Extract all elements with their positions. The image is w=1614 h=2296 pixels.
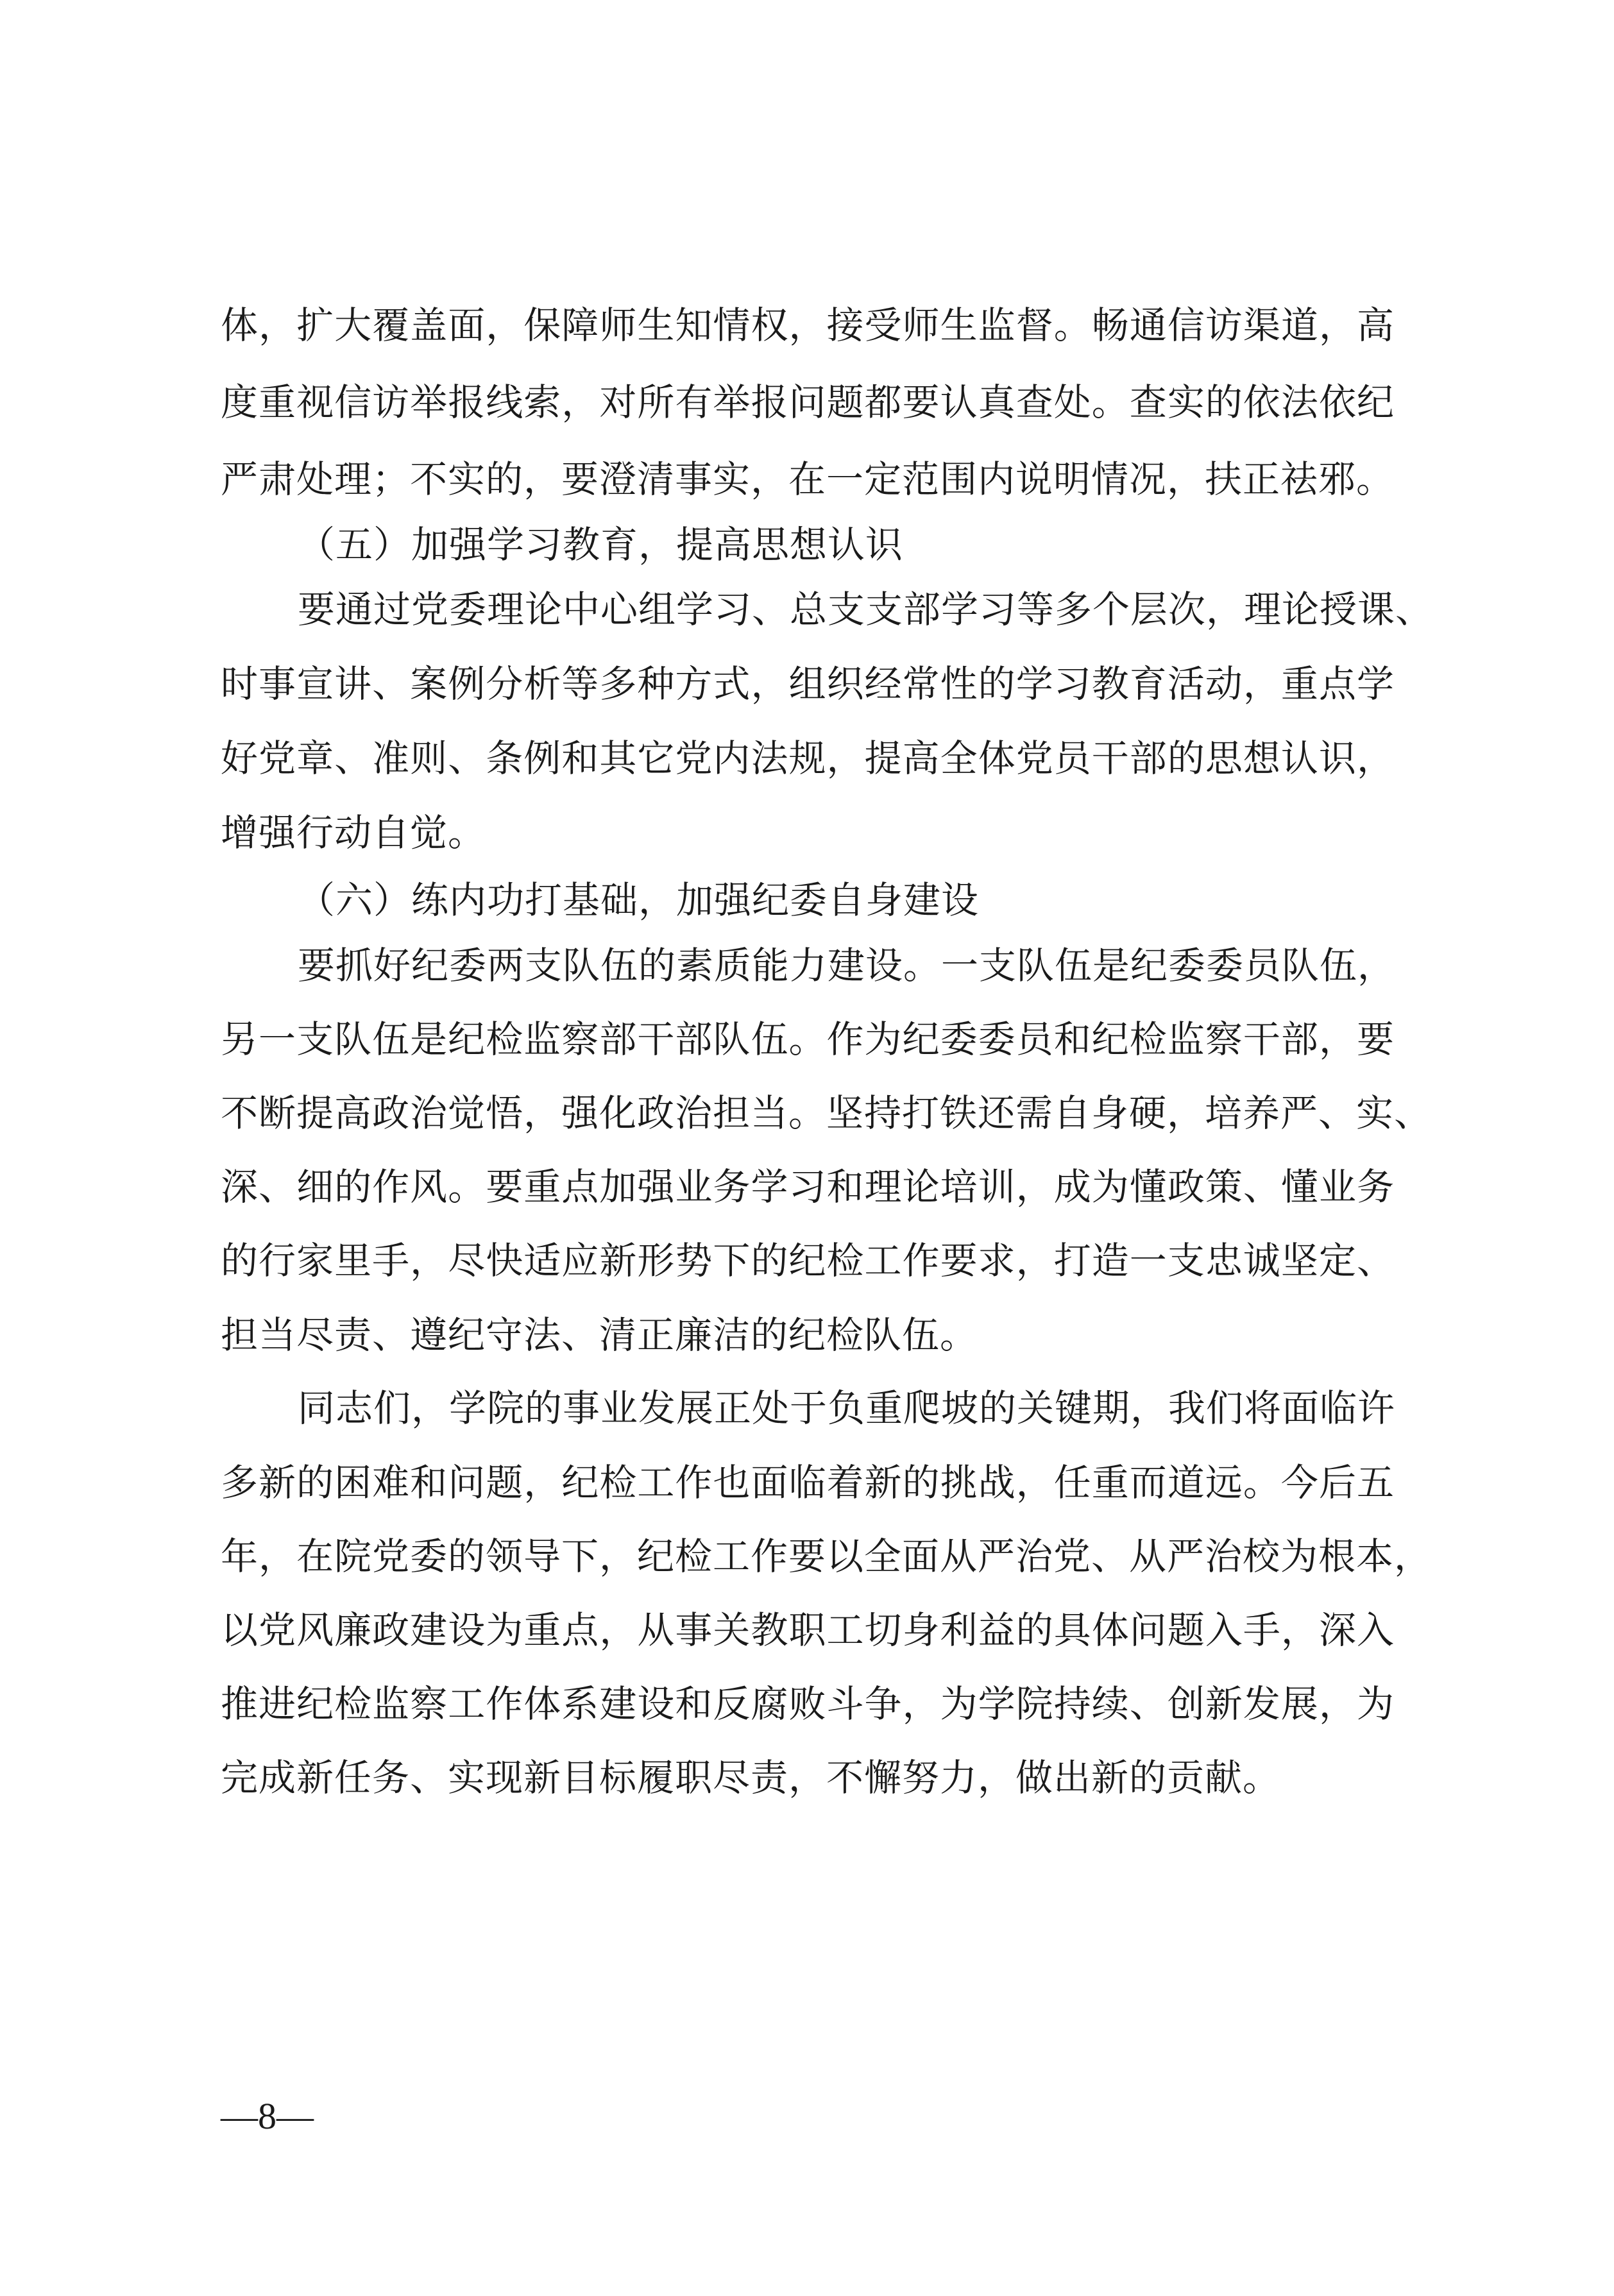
paragraph-line: 深、细的作风。要重点加强业务学习和理论培训，成为懂政策、懂业务 bbox=[221, 1165, 1395, 1209]
paragraph-line: 担当尽责、遵纪守法、清正廉洁的纪检队伍。 bbox=[221, 1313, 978, 1357]
paragraph-line: 度重视信访举报线索，对所有举报问题都要认真查处。查实的依法依纪 bbox=[221, 380, 1395, 424]
paragraph-line: 增强行动自觉。 bbox=[221, 811, 486, 855]
paragraph-line: 以党风廉政建设为重点，从事关教职工切身利益的具体问题入手，深入 bbox=[221, 1608, 1395, 1652]
paragraph-line: 好党章、准则、条例和其它党内法规，提高全体党员干部的思想认识， bbox=[221, 736, 1395, 780]
paragraph-line: 推进纪检监察工作体系建设和反腐败斗争，为学院持续、创新发展，为 bbox=[221, 1682, 1395, 1726]
paragraph-line: 同志们，学院的事业发展正处于负重爬坡的关键期，我们将面临许 bbox=[298, 1386, 1396, 1430]
section-heading-5: （五）加强学习教育，提高思想认识 bbox=[298, 523, 904, 566]
paragraph-line: 体，扩大覆盖面，保障师生知情权，接受师生监督。畅通信访渠道，高 bbox=[221, 303, 1395, 347]
paragraph-line: 的行家里手，尽快适应新形势下的纪检工作要求，打造一支忠诚坚定、 bbox=[221, 1239, 1395, 1282]
paragraph-line: 不断提高政治觉悟，强化政治担当。坚持打铁还需自身硬，培养严、实、 bbox=[221, 1091, 1432, 1135]
paragraph-line: 要通过党委理论中心组学习、总支支部学习等多个层次，理论授课、 bbox=[298, 588, 1434, 631]
paragraph-line: 年，在院党委的领导下，纪检工作要以全面从严治党、从严治校为根本， bbox=[221, 1535, 1432, 1578]
paragraph-line: 要抓好纪委两支队伍的素质能力建设。一支队伍是纪委委员队伍， bbox=[298, 944, 1396, 987]
paragraph-line: 多新的困难和问题，纪检工作也面临着新的挑战，任重而道远。今后五 bbox=[221, 1461, 1395, 1504]
paragraph-line: 时事宣讲、案例分析等多种方式，组织经常性的学习教育活动，重点学 bbox=[221, 662, 1395, 706]
section-heading-6: （六）练内功打基础，加强纪委自身建设 bbox=[298, 878, 980, 922]
paragraph-line: 完成新任务、实现新目标履职尽责，不懈努力，做出新的贡献。 bbox=[221, 1756, 1281, 1799]
paragraph-line: 严肃处理；不实的，要澄清事实，在一定范围内说明情况，扶正祛邪。 bbox=[221, 457, 1395, 501]
page-number: —8— bbox=[221, 2095, 314, 2137]
paragraph-line: 另一支队伍是纪检监察部干部队伍。作为纪委委员和纪检监察干部，要 bbox=[221, 1017, 1395, 1061]
